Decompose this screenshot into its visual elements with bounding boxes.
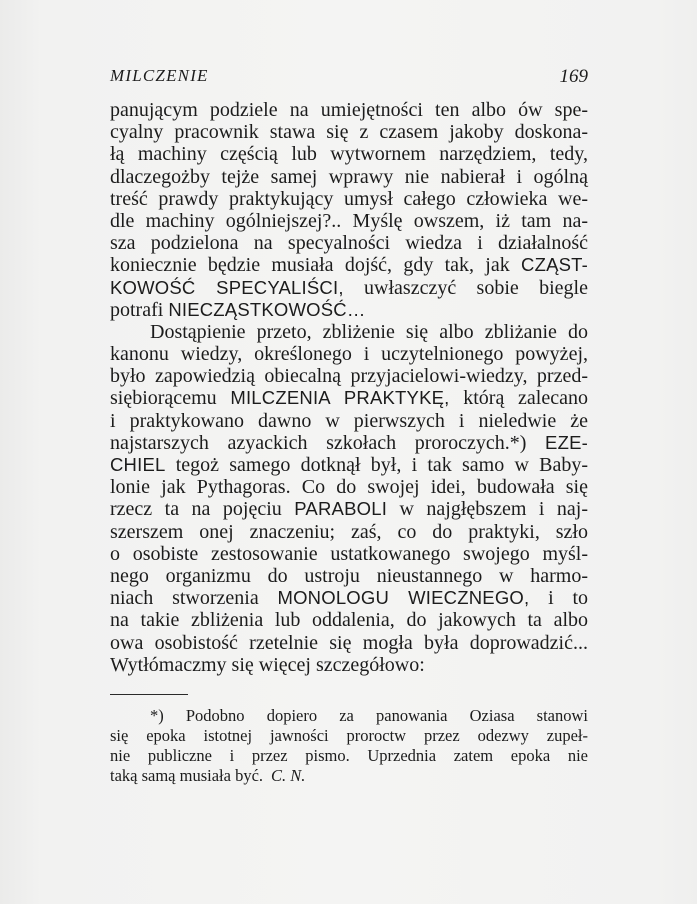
emphasis-caps: MONOLOGU WIECZNEGO,	[277, 587, 530, 609]
page-number: 169	[559, 66, 588, 87]
text-line: owa osobistość rzetelnie się mogła była doprowadzić...	[110, 631, 588, 654]
emphasis-caps: PARABOLI	[294, 498, 388, 520]
emphasis-caps: KOWOŚĆ SPECYALIŚCI,	[110, 276, 344, 298]
paragraph-start-line: Dostąpienie przeto, zbliżenie się albo zbliżanie do	[150, 320, 588, 343]
text-line: cyalny pracownik stawa się z czasem jakoby doskona-	[110, 121, 588, 144]
text-segment: potrafi	[110, 298, 169, 321]
text-segment: koniecznie będzie musiała dojść, gdy tak, jak	[110, 254, 522, 277]
running-head	[110, 66, 588, 88]
text-line: dlaczegożby tejże samej wprawy nie nabierał i ogólną	[110, 165, 588, 188]
footnote-line: nie publiczne i przez pismo. Uprzednia zatem epoka nie	[110, 746, 588, 765]
emphasis-caps: EZE-	[545, 431, 588, 453]
footnote-line	[110, 766, 588, 786]
text-segment: rzecz ta na pojęciu	[110, 498, 295, 521]
text-line: o osobiste zestosowanie ustatkowanego swojego myśl-	[110, 542, 588, 565]
text-segment: siębiorącemu	[110, 387, 231, 410]
text-line	[110, 299, 588, 321]
text-line: treść prawdy praktykujący umysł całego człowieka we-	[110, 187, 588, 210]
text-line: sza podzielona na specyalności wiedza i działalność	[110, 232, 588, 255]
text-line: panującym podziele na umiejętności ten albo ów spe-	[110, 99, 588, 121]
footnote-line: *) Podobno dopiero za panowania Oziasa stanowi	[150, 706, 588, 725]
text-line	[110, 587, 588, 609]
text-line: kanonu wiedzy, określonego i uczytelnionego powyżej,	[110, 343, 588, 366]
text-segment: uwłaszczyć sobie biegle	[343, 276, 588, 299]
text-line: Wytłómaczmy się więcej szczegółowo:	[110, 653, 425, 676]
text-line: i praktykowano dawno w pierwszych i nieledwie że	[110, 409, 588, 432]
text-segment: niach stworzenia	[110, 587, 278, 610]
footnote-divider	[110, 694, 188, 695]
text-segment: którą zalecano	[449, 387, 588, 410]
text-line	[110, 432, 588, 454]
text-segment: najstarszych azyackich szkołach proroczych.*)	[110, 431, 546, 454]
text-line: łą machiny częścią lub wytwornem narzędziem, tedy,	[110, 143, 588, 166]
text-segment: i to	[529, 587, 589, 610]
footnote-text: taką samą musiała być.	[110, 766, 264, 785]
emphasis-caps: CZĄST-	[521, 254, 588, 276]
text-segment: w najgłębszem i naj-	[387, 498, 588, 521]
text-line	[110, 254, 588, 276]
text-line: szerszem onej znaczeniu; zaś, co do praktyki, szło	[110, 520, 588, 543]
text-line: nego organizmu do ustroju nieustannego w harmo-	[110, 564, 588, 587]
body-text	[110, 99, 588, 676]
footnote	[110, 706, 588, 786]
running-title: MILCZENIE	[110, 66, 209, 85]
text-line	[110, 277, 588, 299]
text-line	[110, 454, 588, 476]
footnote-signature: C. N.	[271, 766, 306, 785]
text-line	[110, 387, 588, 409]
emphasis-caps: MILCZENIA PRAKTYKĘ,	[230, 387, 450, 409]
text-line: dle machiny ogólniejszej?.. Myślę owszem, iż tam na-	[110, 209, 588, 232]
text-line: na takie zbliżenia lub oddalenia, do jakowych ta albo	[110, 609, 588, 632]
emphasis-caps: CHIEL	[110, 454, 166, 475]
text-line	[110, 498, 588, 520]
emphasis-caps: NIECZĄSTKOWOŚĆ…	[168, 298, 366, 320]
footnote-line: się epoka istotnej jawności proroctw przez odezwy zupeł-	[110, 726, 588, 745]
text-segment: tegoż samego dotknął był, i tak samo w Baby-	[165, 454, 588, 476]
text-line: było zapowiedzią obiecalną przyjacielowi-wiedzy, przed-	[110, 365, 588, 388]
text-line: lonie jak Pythagoras. Co do swojej idei, budowała się	[110, 476, 588, 499]
